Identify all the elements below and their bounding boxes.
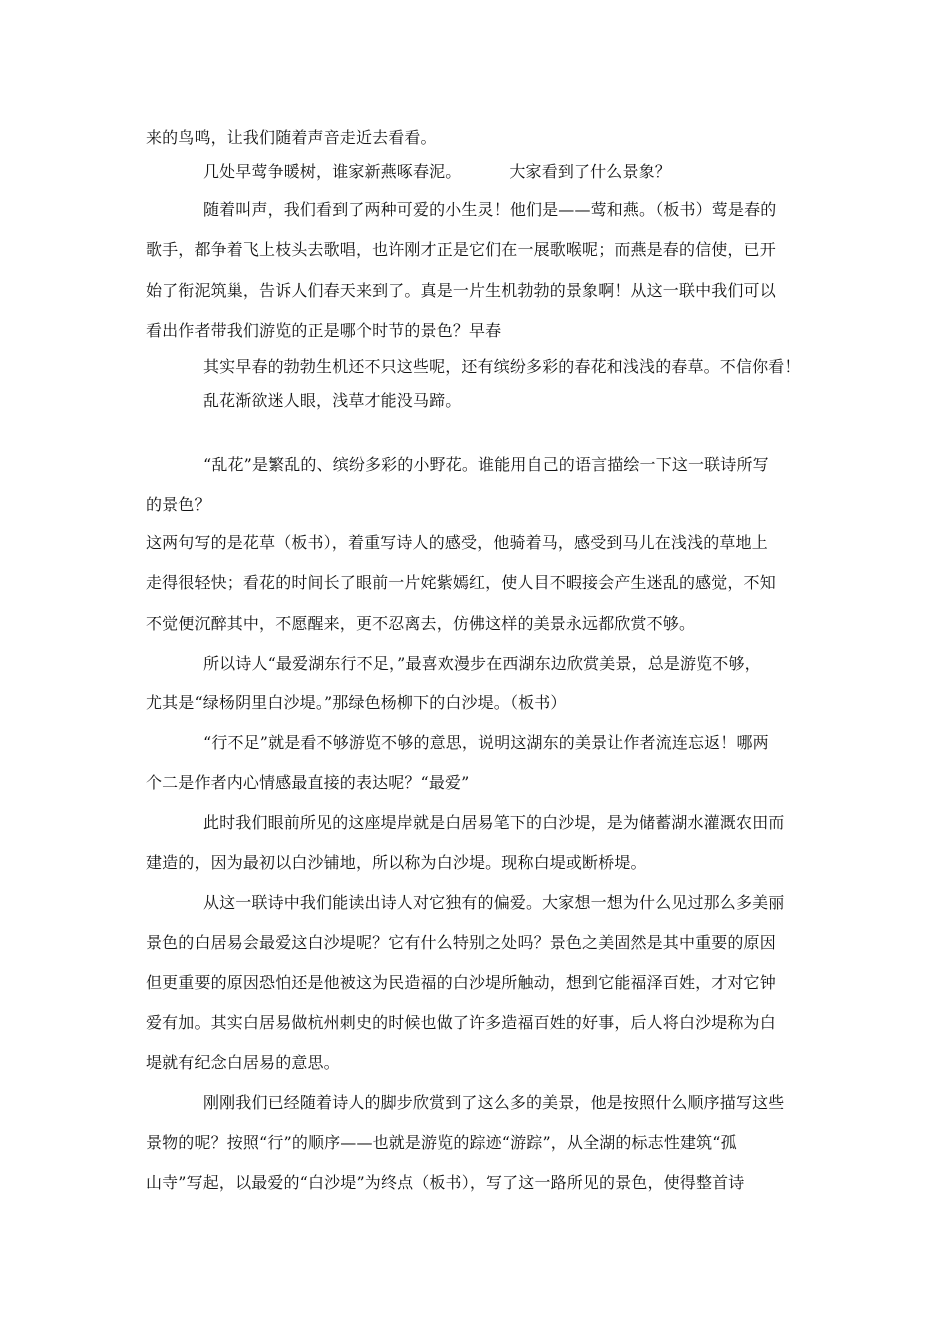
- poem-text: 几处早莺争暖树，谁家新燕啄春泥。: [203, 162, 462, 181]
- text-line: 歌手，都争着飞上枝头去歌唱，也许刚才正是它们在一展歌喉呢；而燕是春的信使，已开: [146, 240, 776, 259]
- text-line: 景色的白居易会最爱这白沙堤呢？它有什么特别之处吗？景色之美固然是其中重要的原因: [146, 933, 776, 952]
- text-line: 这两句写的是花草（板书），着重写诗人的感受，他骑着马，感受到马儿在浅浅的草地上: [146, 533, 768, 552]
- text-line: 走得很轻快；看花的时间长了眼前一片姹紫嫣红，使人目不暇接会产生迷乱的感觉，不知: [146, 573, 776, 592]
- text-line: 建造的，因为最初以白沙铺地，所以称为白沙堤。现称白堤或断桥堤。: [146, 853, 647, 872]
- text-line: 始了衔泥筑巢，告诉人们春天来到了。真是一片生机勃勃的景象啊！从这一联中我们可以: [146, 281, 776, 300]
- text-line: 爱有加。其实白居易做杭州刺史的时候也做了许多造福百姓的好事，后人将白沙堤称为白: [146, 1013, 776, 1032]
- text-line: 山寺”写起，以最爱的“白沙堤”为终点（板书），写了这一路所见的景色，使得整首诗: [146, 1173, 745, 1192]
- text-line: 来的鸟鸣，让我们随着声音走近去看看。: [146, 128, 437, 147]
- text-line: 个二是作者内心情感最直接的表达呢？“最爱”: [146, 773, 470, 792]
- poem-line: [203, 161, 671, 183]
- text-line: “行不足”就是看不够游览不够的意思，说明这湖东的美景让作者流连忘返！哪两: [203, 733, 769, 752]
- text-line: 其实早春的勃勃生机还不只这些呢，还有缤纷多彩的春花和浅浅的春草。不信你看！: [203, 357, 801, 376]
- text-line: 从这一联诗中我们能读出诗人对它独有的偏爱。大家想一想为什么见过那么多美丽: [203, 893, 785, 912]
- text-line: 景物的呢？按照“行”的顺序——也就是游览的踪迹“游踪”，从全湖的标志性建筑“孤: [146, 1133, 737, 1152]
- text-line: 所以诗人“最爱湖东行不足，”最喜欢漫步在西湖东边欣赏美景，总是游览不够，: [203, 654, 761, 673]
- text-line: “乱花”是繁乱的、缤纷多彩的小野花。谁能用自己的语言描绘一下这一联诗所写: [203, 455, 769, 474]
- text-line: 堤就有纪念白居易的意思。: [146, 1053, 340, 1072]
- text-line: 尤其是“绿杨阴里白沙堤。”那绿色杨柳下的白沙堤。（板书）: [146, 693, 567, 712]
- question-text: 大家看到了什么景象？: [509, 162, 671, 181]
- text-line: 但更重要的原因恐怕还是他被这为民造福的白沙堤所触动，想到它能福泽百姓，才对它钟: [146, 973, 776, 992]
- text-line: 的景色？: [146, 495, 211, 514]
- poem-line: 乱花渐欲迷人眼，浅草才能没马蹄。: [203, 391, 462, 410]
- text-line: 不觉便沉醉其中，不愿醒来，更不忍离去，仿佛这样的美景永远都欣赏不够。: [146, 614, 696, 633]
- text-line: 看出作者带我们游览的正是哪个时节的景色？早春: [146, 321, 502, 340]
- text-line: 随着叫声，我们看到了两种可爱的小生灵！他们是——莺和燕。（板书）莺是春的: [203, 200, 777, 219]
- text-line: 此时我们眼前所见的这座堤岸就是白居易笔下的白沙堤，是为储蓄湖水灌溉农田而: [203, 813, 785, 832]
- text-line: 刚刚我们已经随着诗人的脚步欣赏到了这么多的美景，他是按照什么顺序描写这些: [203, 1093, 785, 1112]
